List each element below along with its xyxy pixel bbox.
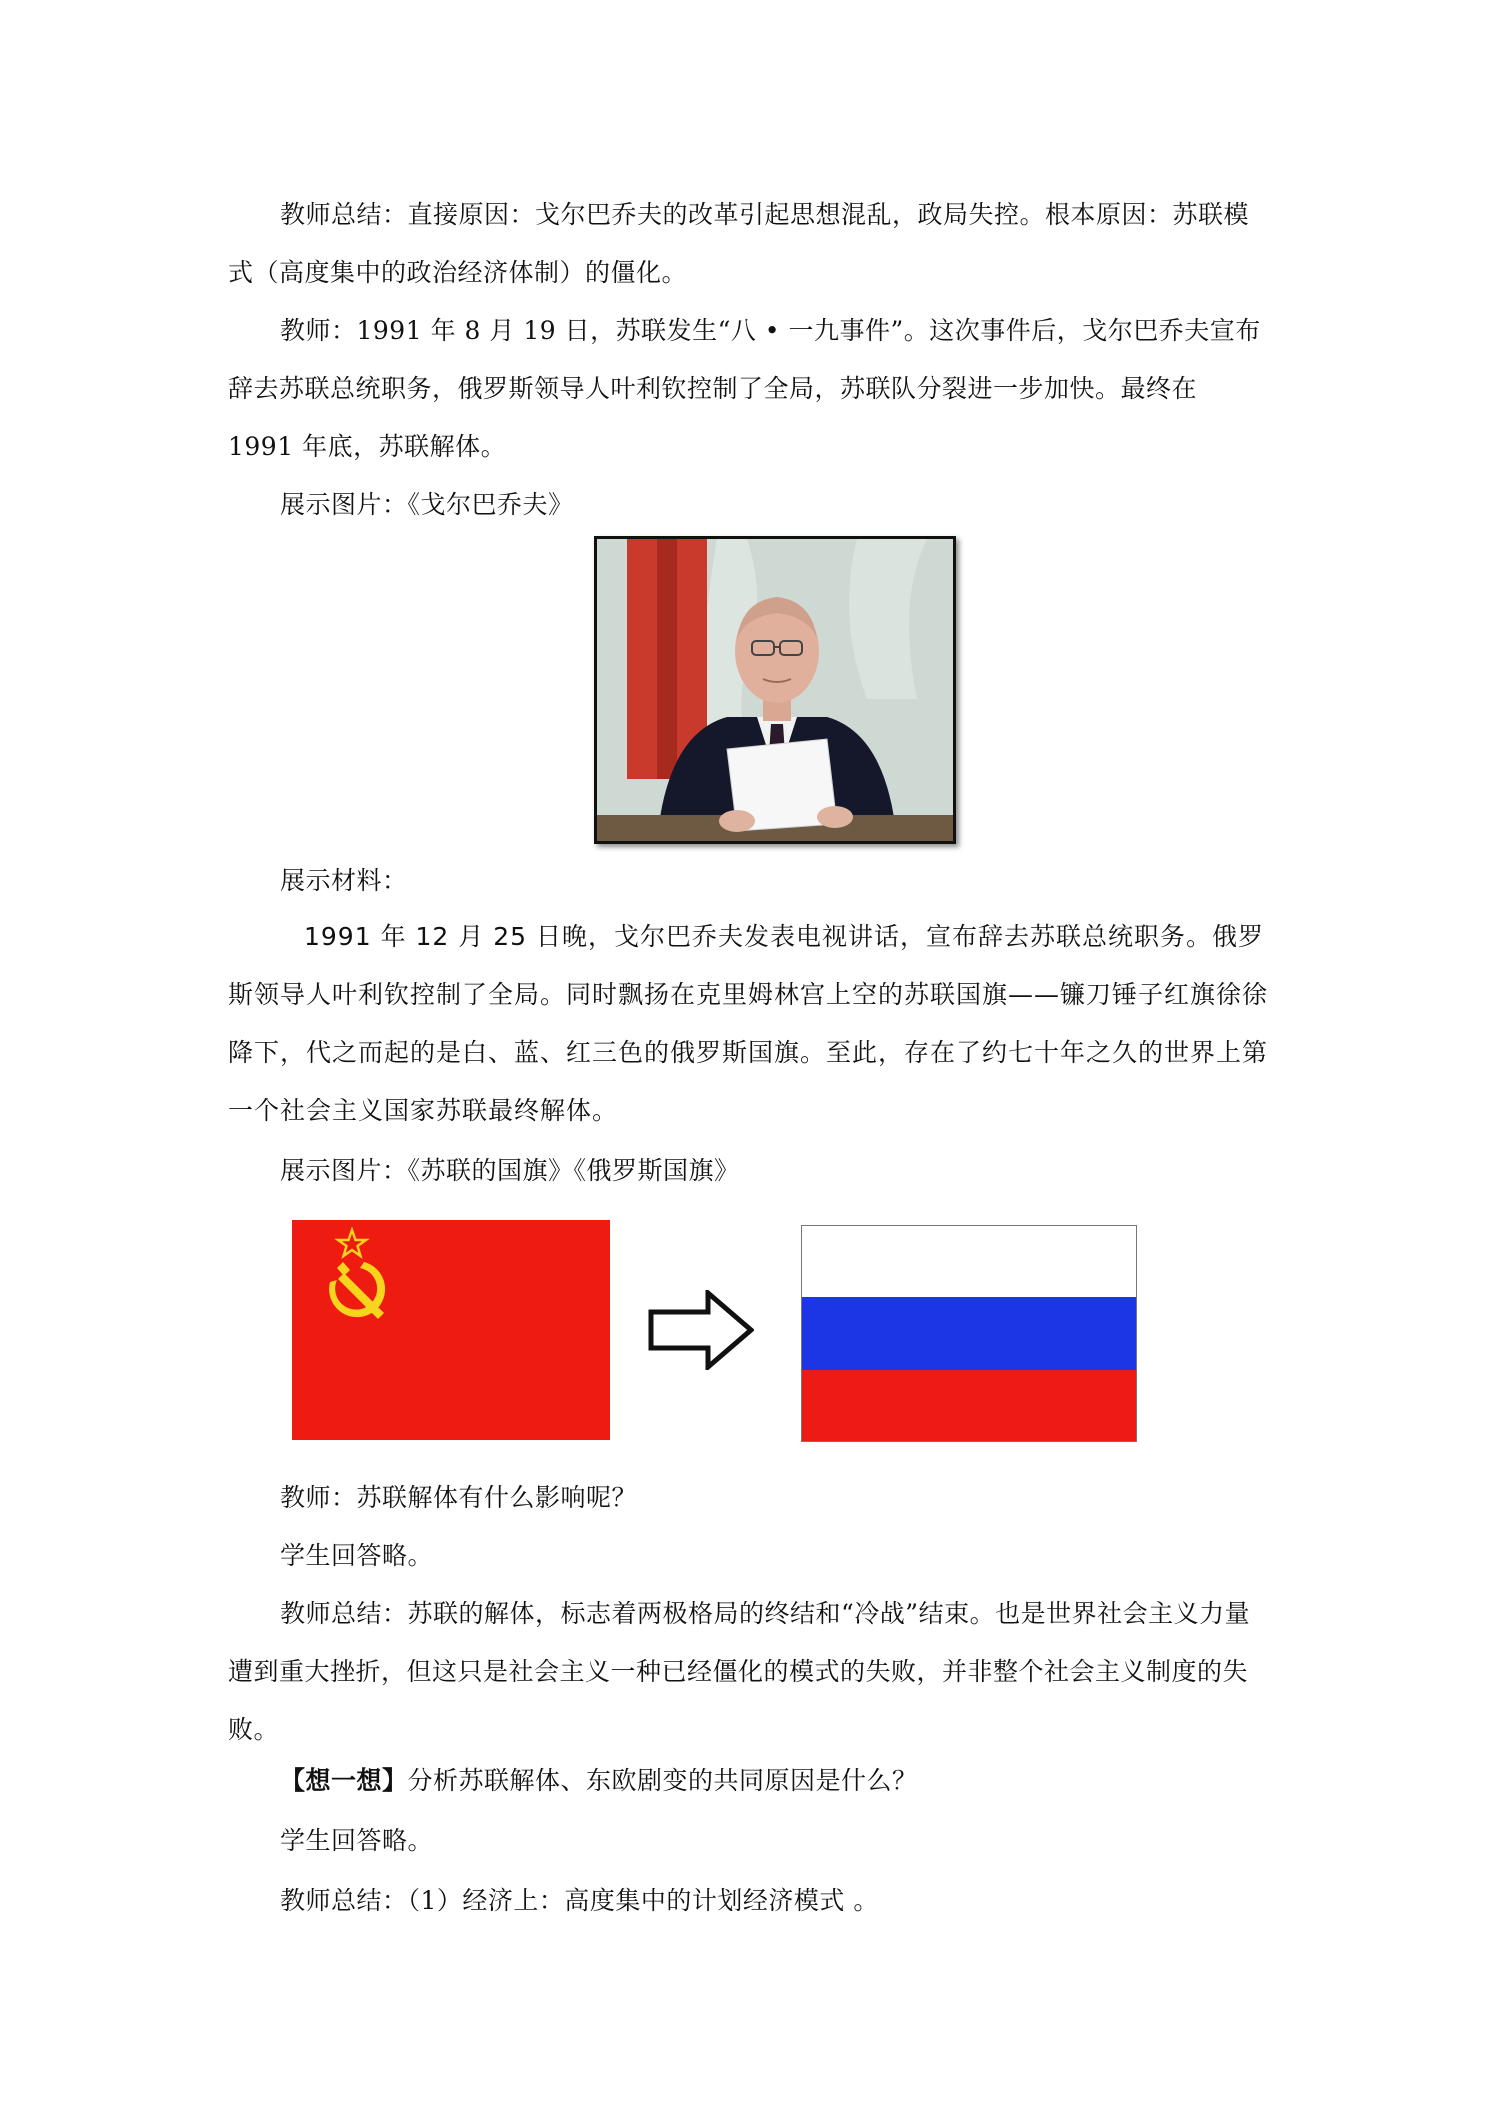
quoted-material-paragraph: 1991 年 12 月 25 日晚，戈尔巴乔夫发表电视讲话，宣布辞去苏联总统职务。俄罗斯领导人叶利钦控制了全局。同时飘扬在克里姆林宫上空的苏联国旗——镰刀锤子红旗徐徐降下，代之而起的是白、蓝、红三色的俄罗斯国旗。至此，存在了约七十年之久的世界上第一个社会主义国家苏联最终解体。 xyxy=(228,922,1269,1125)
soviet-union-flag xyxy=(292,1220,610,1440)
portrait-drawing xyxy=(597,539,953,841)
portrait-photo xyxy=(594,536,956,844)
paragraph-think-question xyxy=(280,1752,918,1810)
paragraph-teacher-question: 教师：苏联解体有什么影响呢？ xyxy=(280,1483,638,1512)
arrow-shape xyxy=(648,1290,754,1370)
caption-show-flags: 展示图片：《苏联的国旗》《俄罗斯国旗》 xyxy=(280,1156,740,1185)
paragraph-student-answer-1: 学生回答略。 xyxy=(280,1541,434,1570)
paragraph-student-answer-2: 学生回答略。 xyxy=(280,1826,434,1855)
think-label: 【想一想】 xyxy=(280,1766,408,1795)
paragraph-teacher-summary-economy: 教师总结：（1）经济上：高度集中的计划经济模式 。 xyxy=(280,1886,879,1915)
tricolor-stripes xyxy=(801,1225,1137,1442)
think-question-text: 分析苏联解体、东欧剧变的共同原因是什么？ xyxy=(407,1766,918,1795)
caption-show-gorbachev: 展示图片：《戈尔巴乔夫》 xyxy=(280,490,574,519)
hammer-sickle-star-icon xyxy=(292,1220,610,1440)
paragraph-august-coup: 教师：1991 年 8 月 19 日，苏联发生“八 • 一九事件”。这次事件后，戈尔巴乔夫宣布辞去苏联总统职务，俄罗斯领导人叶利钦控制了全局，苏联队分裂进一步加快。最终在 1991 年底，苏联解体。 xyxy=(228,316,1261,461)
paragraph-teacher-summary-causes: 教师总结：直接原因：戈尔巴乔夫的改革引起思想混乱，政局失控。根本原因：苏联模式（高度集中的政治经济体制）的僵化。 xyxy=(228,200,1250,287)
russian-flag xyxy=(801,1225,1137,1442)
caption-show-material: 展示材料： xyxy=(280,866,408,895)
right-arrow-icon xyxy=(648,1290,754,1370)
paragraph-teacher-summary-impact: 教师总结：苏联的解体，标志着两极格局的终结和“冷战”结束。也是世界社会主义力量遭到重大挫折，但这只是社会主义一种已经僵化的模式的失败，并非整个社会主义制度的失败。 xyxy=(228,1599,1251,1744)
